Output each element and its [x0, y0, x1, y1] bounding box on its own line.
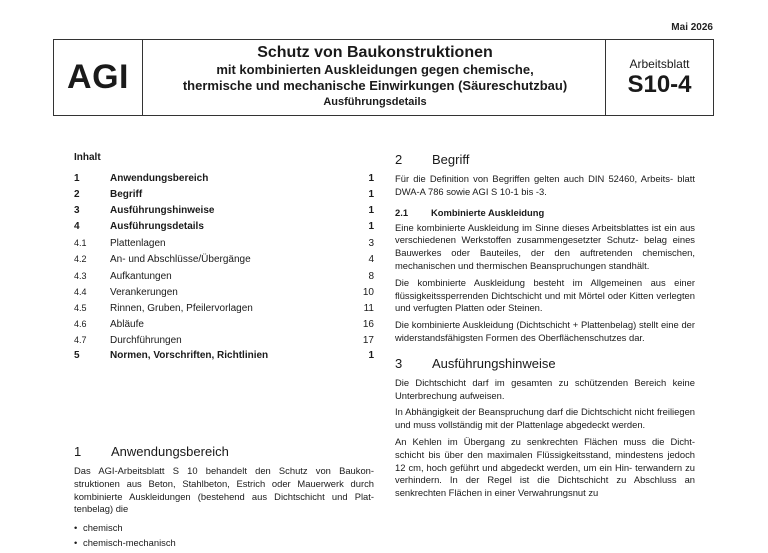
toc-subitem[interactable]	[74, 284, 374, 300]
text-line: freiliegen und muss vollständig mit der Plattenlage abgedeckt	[395, 406, 695, 431]
toc-item-title: Anwendungsbereich	[110, 173, 209, 184]
toc-item-title: Aufkantungen	[110, 270, 172, 282]
subsection-number: 2.1	[395, 206, 409, 218]
text-line: blatt DWA-A 786 sowie AGI S 10-1 bis -3.	[395, 173, 695, 197]
section-heading	[395, 152, 695, 168]
toc-item[interactable]	[74, 171, 374, 187]
list-item-text: chemisch-mechanisch	[83, 537, 176, 549]
toc-subitem[interactable]	[74, 300, 374, 316]
toc-subitem[interactable]	[74, 332, 374, 348]
toc-item-page: 1	[368, 189, 374, 201]
paragraph	[395, 406, 695, 432]
table-of-contents	[74, 152, 374, 364]
toc-subitem[interactable]	[74, 235, 374, 251]
toc-item-page: 3	[368, 238, 374, 250]
text-line: chemischen, mechanischen und thermischen Beanspruchungen	[395, 247, 695, 271]
subsection-title: Kombinierte Auskleidung	[431, 206, 545, 218]
right-column	[395, 152, 695, 504]
toc-item-page: 17	[362, 334, 374, 346]
text-line: An Kehlen im Übergang zu senkrechten Flächen muss die Dicht-	[395, 435, 695, 447]
text-line: verlegten und verfugten Platten oder Steinen.	[395, 289, 695, 314]
toc-item-number: 1	[74, 173, 80, 184]
document-header	[53, 39, 714, 116]
toc-item-page: 1	[368, 350, 374, 362]
toc-item-number: 4.1	[74, 238, 87, 249]
bullet-icon: •	[74, 537, 78, 549]
agi-logo: AGI	[54, 40, 143, 115]
toc-item-title: Normen, Vorschriften, Richtlinien	[110, 350, 269, 362]
toc-item-number: 4.7	[74, 334, 87, 345]
toc-item[interactable]	[74, 203, 374, 219]
toc-item-number: 4.6	[74, 318, 87, 329]
document-subtitle-line-2: thermische und mechanische Einwirkungen (Säureschutzbau)	[182, 78, 568, 93]
toc-item-page: 1	[368, 205, 374, 217]
toc-item-number: 4.5	[74, 302, 87, 313]
text-line: Für die Definition von Begriffen gelten auch DIN 52460, Arbeits-	[395, 173, 674, 184]
toc-item-number: 4.2	[74, 254, 87, 265]
sheet-code: S10-4	[627, 70, 692, 98]
document-subtitle-detail: Ausführungsdetails	[323, 96, 427, 108]
text-line: terwandern zu verhindern. In der Regel ist die Dichtschicht zu	[395, 461, 695, 486]
text-line: flüssigkeitssperrenden Dichtschicht und mit Mörtel oder Kitten	[395, 289, 654, 301]
toc-subitem[interactable]	[74, 316, 374, 332]
sheet-id-block	[605, 40, 713, 115]
toc-item-number: 4.3	[74, 270, 87, 281]
section-number: 2	[395, 152, 403, 167]
section-number: 3	[395, 355, 403, 371]
toc-item-title: An- und Abschlüsse/Übergänge	[110, 254, 251, 266]
text-line: belag eines Bauwerkes oder Bauteiles, der den auftretenden	[395, 234, 695, 259]
toc-item-title: Ausführungshinweise	[110, 205, 215, 217]
toc-item-title: Durchführungen	[110, 334, 182, 346]
document-title: Schutz von Baukonstruktionen	[257, 44, 493, 61]
section-number: 1	[74, 444, 82, 459]
section-heading	[74, 444, 374, 460]
toc-item-page: 11	[363, 302, 374, 314]
toc-subitem[interactable]	[74, 251, 374, 267]
toc-heading: Inhalt	[74, 152, 101, 163]
toc-item-page: 10	[362, 286, 374, 298]
paragraph	[395, 319, 695, 345]
text-line: werden.	[611, 419, 646, 431]
toc-item-page: 1	[368, 221, 374, 233]
toc-item-number: 4	[74, 221, 80, 233]
bullet-icon: •	[74, 522, 78, 534]
toc-item-page: 8	[368, 270, 374, 282]
subsection-heading	[395, 206, 695, 219]
section-heading	[395, 356, 695, 372]
toc-item-page: 4	[368, 254, 374, 266]
toc-item-title: Rinnen, Gruben, Pfeilervorlagen	[110, 302, 253, 314]
publication-date: Mai 2026	[671, 22, 713, 33]
list-item-text: chemisch	[83, 522, 123, 534]
paragraph	[395, 222, 695, 273]
toc-item-title: Ausführungsdetails	[110, 221, 204, 233]
toc-item[interactable]	[74, 219, 374, 235]
document-subtitle-line-1: mit kombinierten Auskleidungen gegen chemische,	[216, 62, 534, 77]
text-line: struktionen aus Beton, Stahlbeton, Estrich oder Mauerwerk durch	[74, 477, 374, 489]
paragraph	[74, 465, 374, 516]
toc-item-number: 3	[74, 205, 80, 217]
section-anwendungsbereich	[74, 444, 374, 550]
text-line: Das AGI-Arbeitsblatt S 10 behandelt den Schutz von Baukon-	[74, 465, 374, 476]
text-line: Eine kombinierte Auskleidung im Sinne dieses Arbeitsblattes ist	[395, 221, 662, 233]
text-line: Die Dichtschicht darf im gesamten zu schützenden Bereich keine	[395, 376, 695, 388]
toc-item-page: 1	[368, 173, 374, 184]
text-line: dar.	[628, 331, 645, 343]
toc-item-title: Begriff	[110, 189, 143, 201]
text-line: tenbelag) die	[74, 503, 129, 515]
toc-item-number: 4.4	[74, 286, 87, 297]
paragraph	[395, 277, 695, 315]
text-line: Unterbrechung aufweisen.	[395, 389, 505, 401]
text-line: Abschluss an senkrechten Flächen in einer Verwahrungsnut zu	[395, 474, 695, 499]
toc-item[interactable]	[74, 348, 374, 364]
text-line: kombinierte Auskleidungen (bestehend aus Dichtschicht und Plat-	[74, 490, 374, 502]
toc-item-title: Abläufe	[110, 318, 144, 330]
text-line: standhält.	[608, 259, 650, 271]
text-line: jedoch 12 cm, hoch geführt und abgedeckt werden, um ein Hin-	[395, 448, 695, 473]
toc-item[interactable]	[74, 187, 374, 203]
toc-subitem[interactable]	[74, 268, 374, 284]
text-line: Die kombinierte Auskleidung besteht im Allgemeinen aus einer	[395, 276, 695, 288]
list-item	[74, 520, 374, 535]
text-line: eine der widerstandsfähigsten Formen des Oberflächenschutzes	[395, 319, 695, 343]
sheet-label: Arbeitsblatt	[629, 56, 690, 71]
text-line: Die kombinierte Auskleidung (Dichtschicht + Plattenbelag) stellt	[395, 319, 659, 331]
toc-item-number: 5	[74, 350, 80, 362]
list-item	[74, 535, 374, 550]
toc-item-title: Verankerungen	[110, 286, 178, 298]
paragraph	[395, 377, 695, 403]
section-title: Ausführungshinweise	[432, 355, 556, 371]
section-title: Anwendungsbereich	[111, 444, 229, 459]
toc-item-page: 16	[362, 318, 374, 330]
document-title-block	[143, 40, 607, 115]
text-line: In Abhängigkeit der Beanspruchung darf die Dichtschicht nicht	[395, 406, 655, 418]
text-line: ein aus verschiedenen Werkstoffen zusammengesetzter Schutz-	[395, 221, 695, 246]
toc-item-number: 2	[74, 189, 80, 201]
paragraph	[395, 173, 695, 199]
toc-item-title: Plattenlagen	[110, 238, 166, 250]
text-line: schicht bis über den maximalen Flüssigkeitsstand, mindestens	[395, 448, 664, 460]
section-ausfuehrungshinweise	[395, 356, 695, 500]
section-title: Begriff	[432, 152, 470, 167]
paragraph	[395, 436, 695, 500]
